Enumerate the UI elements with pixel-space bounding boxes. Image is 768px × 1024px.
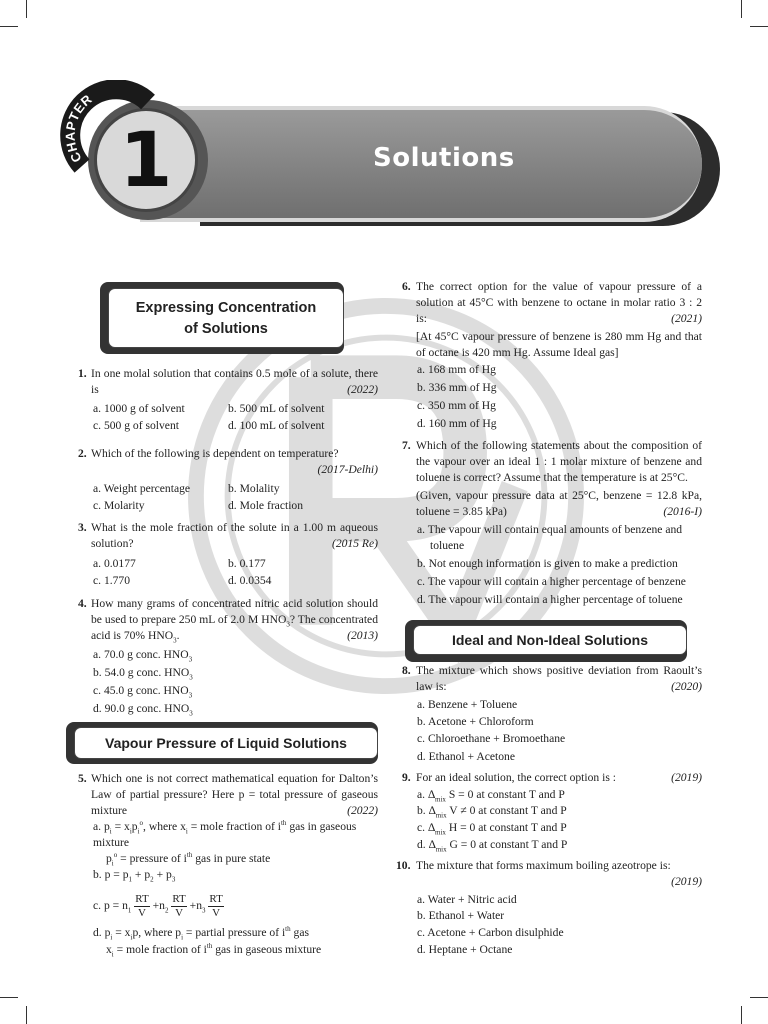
question-text: In one molal solution that contains 0.5 mole of a solute, there is (91, 367, 378, 396)
option-d: d. $p_i = x_ip$, where $p_i$ = partial pressure of $i^{th}$ gas (93, 925, 309, 942)
question-year: (2021) (671, 312, 702, 325)
chapter-title: Solutions (373, 143, 515, 173)
option: b. 0.177 (228, 557, 266, 570)
option: b. 500 mL of solvent (228, 402, 325, 415)
section-title-line: Expressing Concentration (135, 300, 317, 316)
question-number: 4. (78, 597, 87, 610)
question-year: (2020) (671, 680, 702, 693)
option: b. Acetone + Chloroform (417, 715, 534, 728)
question-text: How many grams of concentrated nitric acid solution should be used to prepare 250 mL of 2.0 M HNO (91, 597, 378, 626)
question-number: 10. (396, 859, 411, 872)
option: a. The vapour will contain equal amounts of benzene and toluene (417, 523, 683, 552)
question-text: Which of the following is dependent on temperature? (91, 447, 339, 460)
option: a. Benzene + Toluene (417, 698, 518, 711)
question-8 (402, 663, 702, 695)
crop-mark (26, 0, 27, 18)
option: c. 350 mm of Hg (417, 399, 496, 412)
option: d. 160 mm of Hg (417, 417, 497, 430)
question-text: The correct option for the value of vapour pressure of a solution at 45°C with benzene to octane in molar ratio 3 : 2 is: (416, 280, 702, 325)
option-d-note: $x_i$ = mole fraction of $i^{th}$ gas in gaseous mixture (106, 942, 322, 959)
chapter-label-arc (60, 80, 170, 190)
option-b: b. $p = p_1 + p_2 + p_3$ (93, 868, 176, 884)
question-note: [At 45°C vapour pressure of benzene is 280 mm Hg and that of octane is 420 mm Hg. Assume Ideal gas] (416, 330, 702, 359)
option: a. $\Delta_{mix}$ S = 0 at constant T and P (417, 788, 565, 804)
option: c. 500 g of solvent (93, 419, 179, 432)
question-year: (2019) (671, 875, 702, 888)
question-year: (2013) (347, 629, 378, 642)
question-9 (402, 770, 702, 786)
option: c. Molarity (93, 499, 145, 512)
option: b. 54.0 g conc. $HNO_3$ (93, 666, 193, 682)
option: b. $\Delta_{mix}$ V ≠ 0 at constant T and P (417, 804, 567, 820)
option: a. 70.0 g conc. $HNO_3$ (93, 648, 193, 664)
question-number: 9. (402, 771, 411, 784)
question-text: The mixture which shows positive deviation from Raoult’s law is: (416, 664, 702, 693)
option: c. Chloroethane + Bromoethane (417, 732, 566, 745)
question-year: (2017-Delhi) (317, 463, 378, 476)
option: d. 90.0 g conc. $HNO_3$ (93, 702, 193, 718)
question-number: 2. (78, 447, 87, 460)
question-text: Which of the following statements about the composition of the vapour over an ideal 1 : 1 molar mixture of benzene and toluene is correct? Assume that the temperature is at 25°C. (416, 439, 702, 484)
question-text: What is the mole fraction of the solute in a 1.00 m aqueous solution? (91, 521, 378, 550)
question-4: 4. How many grams of concentrated nitric acid solution should be used to prepare 250 mL of 2.0 M $HNO_3$? The concentrated acid is 70% $HNO_3$. (2013) (78, 597, 378, 645)
crop-mark (750, 997, 768, 998)
option: a. 168 mm of Hg (417, 363, 496, 376)
option: d. 100 mL of solvent (228, 419, 325, 432)
question-number: 8. (402, 664, 411, 677)
option-c: c. $p = n_1$ $\frac{RT}{V}$ $+n_2$ $\frac{RT}{V}$ $+n_3$ $\frac{RT}{V}$ (93, 892, 223, 919)
option: b. Ethanol + Water (417, 909, 505, 922)
question-6 (402, 279, 702, 361)
question-10 (396, 858, 702, 890)
crop-mark (0, 26, 18, 27)
option: c. 45.0 g conc. $HNO_3$ (93, 684, 193, 700)
question-year: (2022) (347, 804, 378, 817)
question-note: (Given, vapour pressure data at 25°C, benzene = 12.8 kPa, toluene = 3.85 kPa) (416, 489, 702, 518)
crop-mark (741, 0, 742, 18)
option: a. 0.0177 (93, 557, 136, 570)
question-text: The mixture that forms maximum boiling azeotrope is: (416, 859, 671, 872)
section-title: Ideal and Non-Ideal Solutions (413, 625, 687, 655)
question-year: (2022) (347, 383, 378, 396)
option: d. Ethanol + Acetone (417, 750, 515, 763)
option: d. The vapour will contain a higher percentage of toluene (417, 593, 683, 606)
crop-mark (26, 1006, 27, 1024)
question-number: 6. (402, 280, 411, 293)
option-a: a. $p_i = x_ip_i^o$, where $x_i$ = mole fraction of $i^{th}$ gas in gaseous mixture (93, 819, 357, 849)
question-year: (2015 Re) (331, 537, 378, 550)
option: c. The vapour will contain a higher percentage of benzene (417, 575, 686, 588)
option: b. 336 mm of Hg (417, 381, 497, 394)
question-number: 3. (78, 521, 87, 534)
option: d. Mole fraction (228, 499, 304, 512)
crop-mark (750, 26, 768, 27)
option-a-note: $p_i^o$ = pressure of $i^{th}$ gas in pure state (106, 851, 271, 868)
question-number: 1. (78, 367, 87, 380)
question-text: For an ideal solution, the correct option is : (416, 771, 616, 784)
question-number: 5. (78, 772, 87, 785)
option: b. Molality (228, 482, 280, 495)
option: a. Weight percentage (93, 482, 191, 495)
question-year: (2019) (671, 771, 702, 784)
option: d. $\Delta_{mix}$ G = 0 at constant T and P (417, 838, 568, 854)
option: d. Heptane + Octane (417, 943, 513, 956)
question-2 (78, 446, 378, 478)
option: c. $\Delta_{mix}$ H = 0 at constant T and P (417, 821, 567, 837)
option: d. 0.0354 (228, 574, 272, 587)
section-title: Vapour Pressure of Liquid Solutions (74, 727, 378, 759)
question-1 (78, 366, 378, 398)
option: a. Water + Nitric acid (417, 893, 517, 906)
chapter-label: CHAPTER (62, 90, 96, 165)
option: c. Acetone + Carbon disulphide (417, 926, 564, 939)
question-5 (78, 771, 378, 819)
question-year: (2016-I) (663, 505, 702, 518)
question-7 (402, 438, 702, 520)
option: c. 1.770 (93, 574, 131, 587)
question-3 (78, 520, 378, 552)
option: b. Not enough information is given to make a prediction (417, 557, 678, 570)
question-text: Which one is not correct mathematical equation for Dalton’s Law of partial pressure? Here p = total pressure of gaseous mixture (91, 772, 378, 817)
question-number: 7. (402, 439, 411, 452)
crop-mark (741, 1006, 742, 1024)
option: a. 1000 g of solvent (93, 402, 185, 415)
chapter-number: 1 (119, 115, 173, 204)
section-title-line: of Solutions (184, 321, 268, 337)
crop-mark (0, 997, 18, 998)
